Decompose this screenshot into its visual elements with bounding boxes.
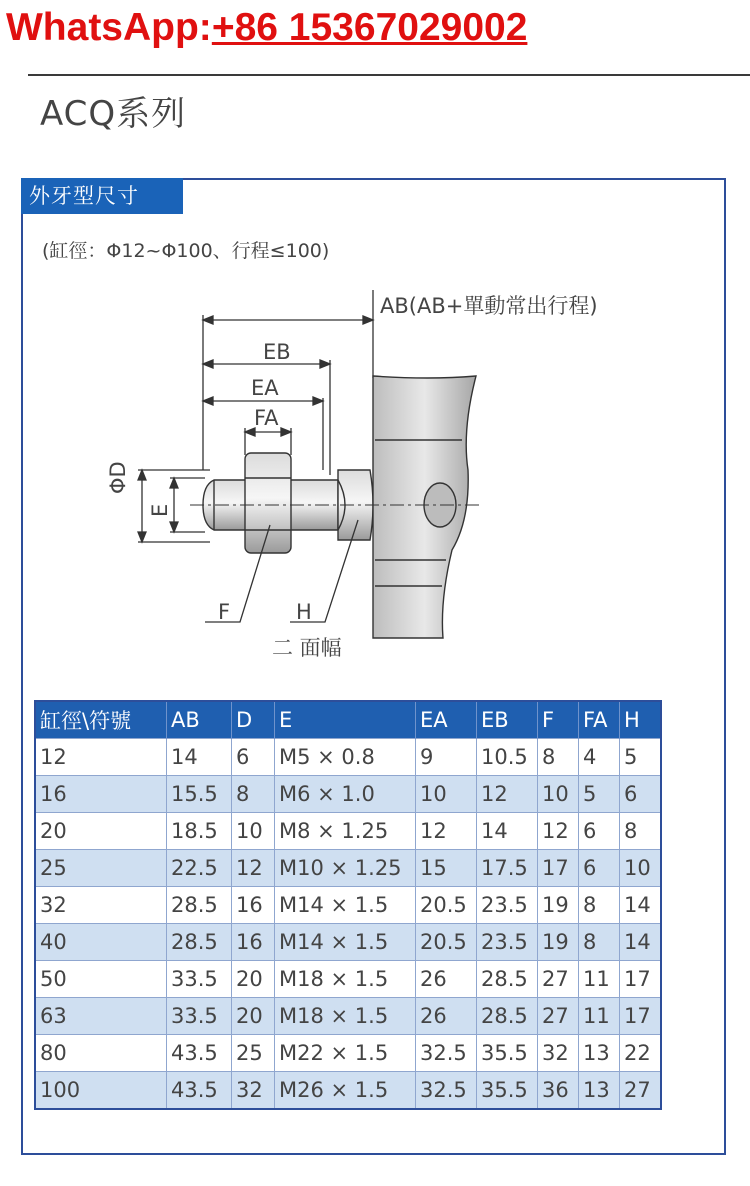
table-cell: 33.5 — [167, 961, 232, 998]
table-row — [35, 887, 661, 924]
table-cell: 11 — [579, 998, 620, 1035]
table-cell: 10.5 — [477, 739, 538, 776]
table-row — [35, 850, 661, 887]
table-cell: 35.5 — [477, 1035, 538, 1072]
table-cell: 32 — [232, 1072, 275, 1110]
table-cell: 6 — [620, 776, 662, 813]
ab-dimension-label: AB(AB+單動常出行程) — [380, 294, 598, 318]
table-cell: 6 — [579, 813, 620, 850]
table-cell: 22.5 — [167, 850, 232, 887]
table-cell: 100 — [35, 1072, 167, 1110]
table-cell: 8 — [579, 887, 620, 924]
table-cell: 12 — [232, 850, 275, 887]
column-header: F — [538, 701, 579, 739]
table-row — [35, 776, 661, 813]
table-cell: 10 — [620, 850, 662, 887]
table-cell: M14 × 1.5 — [275, 887, 416, 924]
table-cell: 22 — [620, 1035, 662, 1072]
watermark-phone[interactable]: +86 15367029002 — [211, 6, 528, 49]
table-cell: 12 — [538, 813, 579, 850]
table-cell: 16 — [232, 924, 275, 961]
table-cell: 26 — [416, 961, 477, 998]
table-cell: 13 — [579, 1072, 620, 1110]
h-dimension-label: H — [296, 600, 312, 624]
table-header-row — [35, 701, 661, 739]
table-cell: 10 — [416, 776, 477, 813]
column-header: E — [275, 701, 416, 739]
table-cell: 4 — [579, 739, 620, 776]
bore-stroke-note: (缸徑：Φ12~Φ100、行程≤100) — [42, 240, 330, 262]
table-cell: 32.5 — [416, 1035, 477, 1072]
ea-dimension-label: EA — [251, 376, 279, 400]
width-across-flats-label: 二 面幅 — [272, 636, 342, 660]
table-row — [35, 961, 661, 998]
table-cell: 6 — [579, 850, 620, 887]
dimension-table — [34, 700, 662, 1110]
table-cell: 18.5 — [167, 813, 232, 850]
table-cell: 35.5 — [477, 1072, 538, 1110]
table-cell: 43.5 — [167, 1035, 232, 1072]
table-cell: 43.5 — [167, 1072, 232, 1110]
table-cell: 8 — [538, 739, 579, 776]
table-cell: 26 — [416, 998, 477, 1035]
column-header: H — [620, 701, 662, 739]
table-cell: 9 — [416, 739, 477, 776]
table-cell: 8 — [579, 924, 620, 961]
e-dimension-label: E — [148, 503, 172, 517]
table-row — [35, 813, 661, 850]
table-cell: 17 — [620, 961, 662, 998]
series-title: ACQ系列 — [40, 94, 187, 134]
table-cell: 16 — [35, 776, 167, 813]
table-cell: 6 — [232, 739, 275, 776]
table-cell: 5 — [579, 776, 620, 813]
column-header: 缸徑\符號 — [35, 701, 167, 739]
table-cell: 12 — [477, 776, 538, 813]
d-dimension-label: ΦD — [106, 461, 130, 494]
table-cell: 40 — [35, 924, 167, 961]
table-cell: 36 — [538, 1072, 579, 1110]
table-cell: 17 — [620, 998, 662, 1035]
table-cell: 32 — [538, 1035, 579, 1072]
table-cell: 25 — [35, 850, 167, 887]
eb-dimension-label: EB — [263, 340, 291, 364]
table-cell: 11 — [579, 961, 620, 998]
fa-dimension-label: FA — [254, 406, 279, 430]
table-row — [35, 924, 661, 961]
table-cell: 23.5 — [477, 887, 538, 924]
table-cell: 20 — [232, 998, 275, 1035]
table-cell: 17 — [538, 850, 579, 887]
column-header: EB — [477, 701, 538, 739]
table-cell: 10 — [232, 813, 275, 850]
table-cell: 20.5 — [416, 924, 477, 961]
table-cell: 25 — [232, 1035, 275, 1072]
table-row — [35, 739, 661, 776]
table-cell: 14 — [620, 887, 662, 924]
table-cell: M18 × 1.5 — [275, 961, 416, 998]
section-tag: 外牙型尺寸 — [21, 178, 183, 214]
table-cell: M18 × 1.5 — [275, 998, 416, 1035]
column-header: D — [232, 701, 275, 739]
table-cell: M10 × 1.25 — [275, 850, 416, 887]
table-cell: 14 — [477, 813, 538, 850]
table-cell: 8 — [232, 776, 275, 813]
table-cell: 20.5 — [416, 887, 477, 924]
table-cell: 13 — [579, 1035, 620, 1072]
table-cell: 10 — [538, 776, 579, 813]
column-header: EA — [416, 701, 477, 739]
table-cell: 20 — [35, 813, 167, 850]
table-cell: 27 — [538, 961, 579, 998]
table-cell: M22 × 1.5 — [275, 1035, 416, 1072]
table-cell: 14 — [620, 924, 662, 961]
table-cell: 12 — [35, 739, 167, 776]
table-cell: 15.5 — [167, 776, 232, 813]
table-cell: 63 — [35, 998, 167, 1035]
table-cell: 27 — [538, 998, 579, 1035]
table-cell: M6 × 1.0 — [275, 776, 416, 813]
table-cell: 17.5 — [477, 850, 538, 887]
table-cell: 19 — [538, 887, 579, 924]
table-cell: M14 × 1.5 — [275, 924, 416, 961]
column-header: FA — [579, 701, 620, 739]
table-cell: 15 — [416, 850, 477, 887]
table-cell: 32.5 — [416, 1072, 477, 1110]
table-cell: 27 — [620, 1072, 662, 1110]
watermark-label: WhatsApp: — [6, 6, 212, 49]
table-cell: M5 × 0.8 — [275, 739, 416, 776]
table-cell: 20 — [232, 961, 275, 998]
table-row — [35, 1035, 661, 1072]
table-cell: 33.5 — [167, 998, 232, 1035]
f-dimension-label: F — [218, 600, 231, 624]
table-cell: 50 — [35, 961, 167, 998]
table-cell: 28.5 — [167, 887, 232, 924]
table-cell: 12 — [416, 813, 477, 850]
table-row — [35, 998, 661, 1035]
table-cell: 8 — [620, 813, 662, 850]
table-cell: 80 — [35, 1035, 167, 1072]
table-cell: 19 — [538, 924, 579, 961]
table-cell: 28.5 — [477, 961, 538, 998]
table-cell: 16 — [232, 887, 275, 924]
table-cell: M26 × 1.5 — [275, 1072, 416, 1110]
table-cell: 14 — [167, 739, 232, 776]
table-cell: 28.5 — [477, 998, 538, 1035]
table-cell: 28.5 — [167, 924, 232, 961]
table-cell: 32 — [35, 887, 167, 924]
table-cell: 5 — [620, 739, 662, 776]
column-header: AB — [167, 701, 232, 739]
table-cell: M8 × 1.25 — [275, 813, 416, 850]
table-cell: 23.5 — [477, 924, 538, 961]
table-row — [35, 1072, 661, 1110]
